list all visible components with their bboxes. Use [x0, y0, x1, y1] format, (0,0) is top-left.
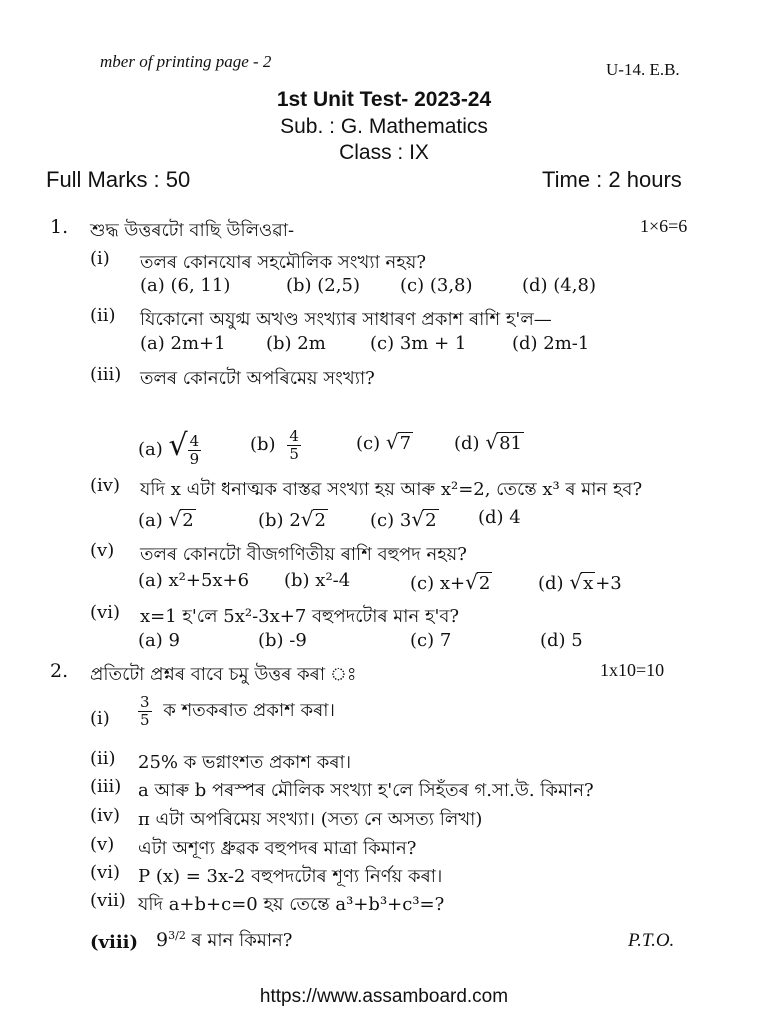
q1-i-option-d: (d) (4,8)	[522, 275, 596, 296]
q1-v-option-b: (b) x²-4	[284, 570, 351, 591]
q1-iv-option-d: (d) 4	[478, 507, 521, 528]
time-allowed: Time : 2 hours	[542, 167, 682, 192]
q1-ii-option-d: (d) 2m-1	[512, 333, 590, 354]
q1-ii-text: যিকোনো অযুগ্ম অখণ্ড সংখ্যাৰ সাধাৰণ প্ৰকাশ ৰাশি হ'ল—	[140, 309, 552, 330]
q1-v-option-c: (c) x+√2	[410, 570, 491, 594]
q2-vi-number: (vi)	[90, 862, 120, 883]
q1-vi-text: x=1 হ'লে 5x²-3x+7 বহুপদটোৰ মান হ'ব?	[140, 606, 460, 627]
q1-i-number: (i)	[90, 248, 110, 269]
paper-code: U-14. E.B.	[606, 60, 680, 79]
question-1-number: 1.	[50, 216, 69, 238]
question-2-number: 2.	[50, 660, 69, 682]
q2-vii-number: (vii)	[90, 890, 126, 911]
q2-ii-text: 25% ক ভগ্নাংশত প্ৰকাশ কৰা।	[138, 752, 352, 773]
q1-iv-number: (iv)	[90, 475, 120, 496]
q1-vi-option-a: (a) 9	[138, 630, 180, 651]
q1-i-text: তলৰ কোনযোৰ সহমৌলিক সংখ্যা নহয়?	[140, 252, 426, 273]
q1-i-option-a: (a) (6, 11)	[140, 275, 231, 296]
printing-page-note: mber of printing page - 2	[100, 52, 272, 71]
q1-vi-option-c: (c) 7	[410, 630, 452, 651]
q2-iii-text: a আৰু b পৰস্পৰ মৌলিক সংখ্যা হ'লে সিহঁতৰ গ.সা.উ. কিমান?	[138, 780, 594, 801]
q1-iv-option-a: (a) √2	[138, 507, 194, 531]
q1-ii-option-b: (b) 2m	[266, 333, 326, 354]
page-turn-note: P.T.O.	[628, 930, 675, 951]
q1-v-option-a: (a) x²+5x+6	[138, 570, 250, 591]
q2-i-number: (i)	[90, 708, 110, 729]
q1-i-option-b: (b) (2,5)	[286, 275, 360, 296]
q2-ii-number: (ii)	[90, 748, 116, 769]
q2-vi-text: P (x) = 3x-2 বহুপদটোৰ শূণ্য নিৰ্ণয় কৰা।	[138, 866, 443, 887]
q1-v-number: (v)	[90, 540, 115, 561]
q2-vii-text: যদি a+b+c=0 হয় তেন্তে a³+b³+c³=?	[138, 894, 445, 915]
q1-iv-text: যদি x এটা ধনাত্মক বাস্তৱ সংখ্যা হয় আৰু x²=2, তেন্তে x³ ৰ মান হব?	[140, 479, 643, 500]
q1-v-option-d: (d) √x +3	[538, 570, 622, 594]
q1-i-option-c: (c) (3,8)	[400, 275, 473, 296]
question-2-text: প্ৰতিটো প্ৰশ্নৰ বাবে চমু উত্তৰ কৰা ঃ	[90, 664, 357, 685]
q1-vi-number: (vi)	[90, 602, 120, 623]
question-2-marks: 1x10=10	[600, 660, 665, 680]
q1-ii-option-c: (c) 3m + 1	[370, 333, 467, 354]
q2-iv-text: π এটা অপৰিমেয় সংখ্যা। (সত্য নে অসত্য লিখা)	[138, 809, 483, 830]
q1-iv-option-c: (c) 3√2	[370, 507, 437, 531]
q2-iii-number: (iii)	[90, 776, 122, 797]
q1-ii-number: (ii)	[90, 305, 116, 326]
q1-iii-option-b: (b) $\frac{4}{5}$	[250, 427, 299, 463]
full-marks: Full Marks : 50	[46, 167, 191, 192]
question-1-text: শুদ্ধ উত্তৰটো বাছি উলিওৱা-	[90, 220, 295, 241]
subject-line: Sub. : G. Mathematics	[280, 115, 488, 138]
q2-v-number: (v)	[90, 834, 115, 855]
q1-iii-option-c: (c) √7	[356, 430, 412, 454]
q1-ii-option-a: (a) 2m+1	[140, 333, 226, 354]
q2-i-text: $\frac{3}{5}$ ক শতকৰাত প্ৰকাশ কৰা।	[140, 693, 335, 729]
q1-vi-option-d: (d) 5	[540, 630, 583, 651]
class-line: Class : IX	[339, 141, 429, 164]
q1-iii-option-d: (d) √81	[454, 430, 522, 454]
q1-v-text: তলৰ কোনটো বীজগণিতীয় ৰাশি বহুপদ নহয়?	[140, 544, 467, 565]
q1-iii-option-a: (a) √ $\frac{4}{9}$	[138, 428, 200, 468]
q1-vi-option-b: (b) -9	[258, 630, 307, 651]
q2-iv-number: (iv)	[90, 805, 120, 826]
q1-iii-text: তলৰ কোনটো অপৰিমেয় সংখ্যা?	[140, 368, 375, 389]
question-1-marks: 1×6=6	[640, 216, 688, 236]
footer-url: https://www.assamboard.com	[259, 986, 509, 1007]
q2-viii-number: (viii)	[90, 932, 139, 953]
q2-viii-text: $9^{3/2}$ ৰ মান কিমান?	[156, 929, 293, 951]
exam-title: 1st Unit Test- 2023-24	[276, 88, 492, 111]
q2-v-text: এটা অশূণ্য ধ্ৰুৱক বহুপদৰ মাত্ৰা কিমান?	[138, 838, 417, 859]
q1-iii-number: (iii)	[90, 364, 122, 385]
q1-iv-option-b: (b) 2√2	[258, 507, 326, 531]
